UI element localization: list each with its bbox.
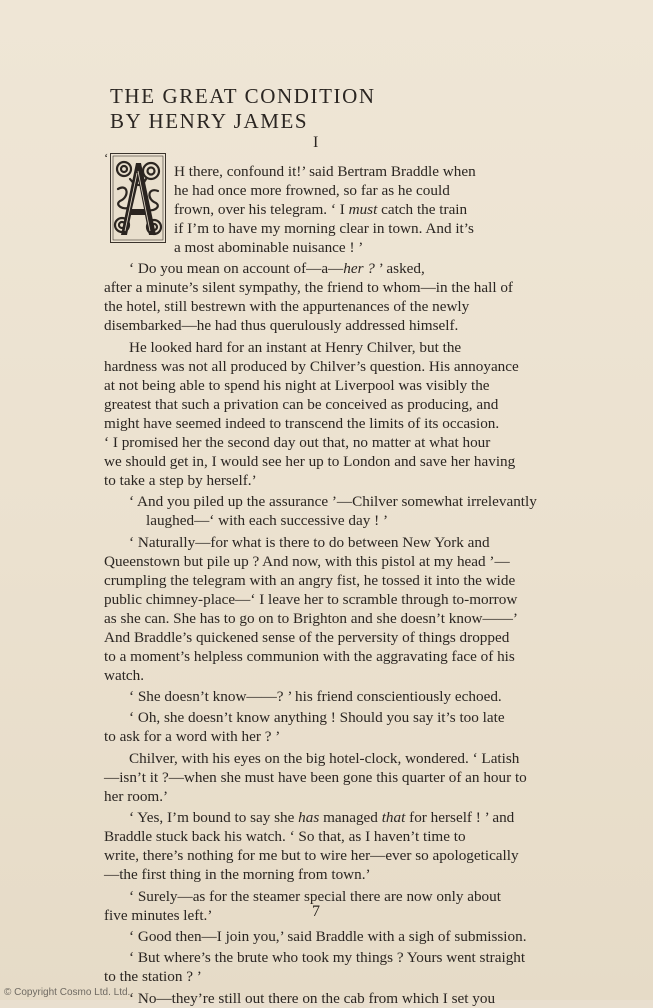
ornamental-drop-cap-a-icon [110,153,166,243]
text-line: He looked hard for an instant at Henry Chilver, but the [129,338,462,356]
text-line: ‘ Good then—I join you,’ said Braddle with a sigh of submission. [129,928,527,945]
text-line: Braddle stuck back his watch. ‘ So that, as I haven’t time to [104,828,466,846]
text-line: And Braddle’s quickened sense of the perversity of things dropped [104,628,510,646]
text-line: ‘ No—they’re still out there on the cab from which I set you [129,989,496,1007]
text-line: H there, confound it!’ said Bertram Braddle when [174,163,476,180]
text-line: frown, over his telegram. ‘ I must catch the train [174,201,468,218]
text-line: as she can. She has to go on to Brighton and she doesn’t know——’ [104,609,518,627]
text-line: her room.’ [104,787,169,805]
text-line: ‘ Do you mean on account of—a—her ? ’ asked, [129,260,425,278]
text-line: the hotel, still bestrewn with the appurtenances of the newly [104,298,470,316]
text-line: disembarked—he had thus querulously addressed himself. [104,317,459,335]
page-title [110,84,376,134]
text-line: Chilver, with his eyes on the big hotel-clock, wondered. ‘ Latish [129,749,520,767]
watermark: © Copyright Cosmo Ltd. Ltd. [4,987,131,998]
text-line: five minutes left.’ [104,906,213,924]
page-number: 7 [312,903,320,920]
text-line: ‘ Yes, I’m bound to say she has managed that for herself ! ’ and [129,809,515,827]
title-line-1: THE GREAT CONDITION [110,84,376,108]
text-line: laughed—‘ with each successive day ! ’ [146,512,389,530]
text-line: to the station ? ’ [104,968,202,986]
text-line: after a minute’s silent sympathy, the friend to whom—in the hall of [104,279,513,297]
text-line: a most abominable nuisance ! ’ [174,239,364,256]
text-line: watch. [104,666,145,684]
text-line: ‘ And you piled up the assurance ’—Chilver somewhat irrelevantly [129,493,537,511]
text-line: ‘ But where’s the brute who took my things ? Yours went straight [129,949,526,967]
text-line: —isn’t it ?—when she must have been gone this quarter of an hour to [104,768,527,786]
text-line: ‘ I promised her the second day out that, no matter at what hour [104,433,491,451]
title-line-2: BY HENRY JAMES [110,109,309,133]
text-line: to a moment’s helpless communion with the aggravating face of his [104,647,515,665]
text-line: we should get in, I would see her up to London and save her having [104,452,516,470]
text-line: if I’m to have my morning clear in town. And it’s [174,220,474,237]
text-line: ‘ She doesn’t know——? ’ his friend conscientiously echoed. [129,688,502,705]
text-line: might have seemed indeed to transcend the limits of its occasion. [104,414,500,432]
text-line: write, there’s nothing for me but to wire her—ever so apologetically [104,847,519,865]
text-line: greatest that such a privation can be conceived as producing, and [104,395,499,413]
text-line: to take a step by herself.’ [104,471,257,489]
text-line: public chimney-place—‘ I leave her to scramble through to-morrow [104,590,518,608]
chapter-number: I [313,134,319,151]
text-line: hardness was not all produced by Chilver’s question. His annoyance [104,357,519,375]
text-line: ‘ Surely—as for the steamer special there are now only about [129,887,501,905]
text-line: —the first thing in the morning from town.’ [104,866,371,884]
text-line: Queenstown but pile up ? And now, with this pistol at my head ’— [104,552,510,570]
text-line: ‘ Oh, she doesn’t know anything ! Should you say it’s too late [129,709,505,727]
opening-quote: ‘ [104,150,109,165]
text-line: ‘ Naturally—for what is there to do between New York and [129,533,490,551]
text-line: he had once more frowned, so far as he could [174,182,450,199]
text-line: crumpling the telegram with an angry fist, he tossed it into the wide [104,571,516,589]
text-line: to ask for a word with her ? ’ [104,728,281,746]
text-line: at not being able to spend his night at Liverpool was visibly the [104,376,490,394]
